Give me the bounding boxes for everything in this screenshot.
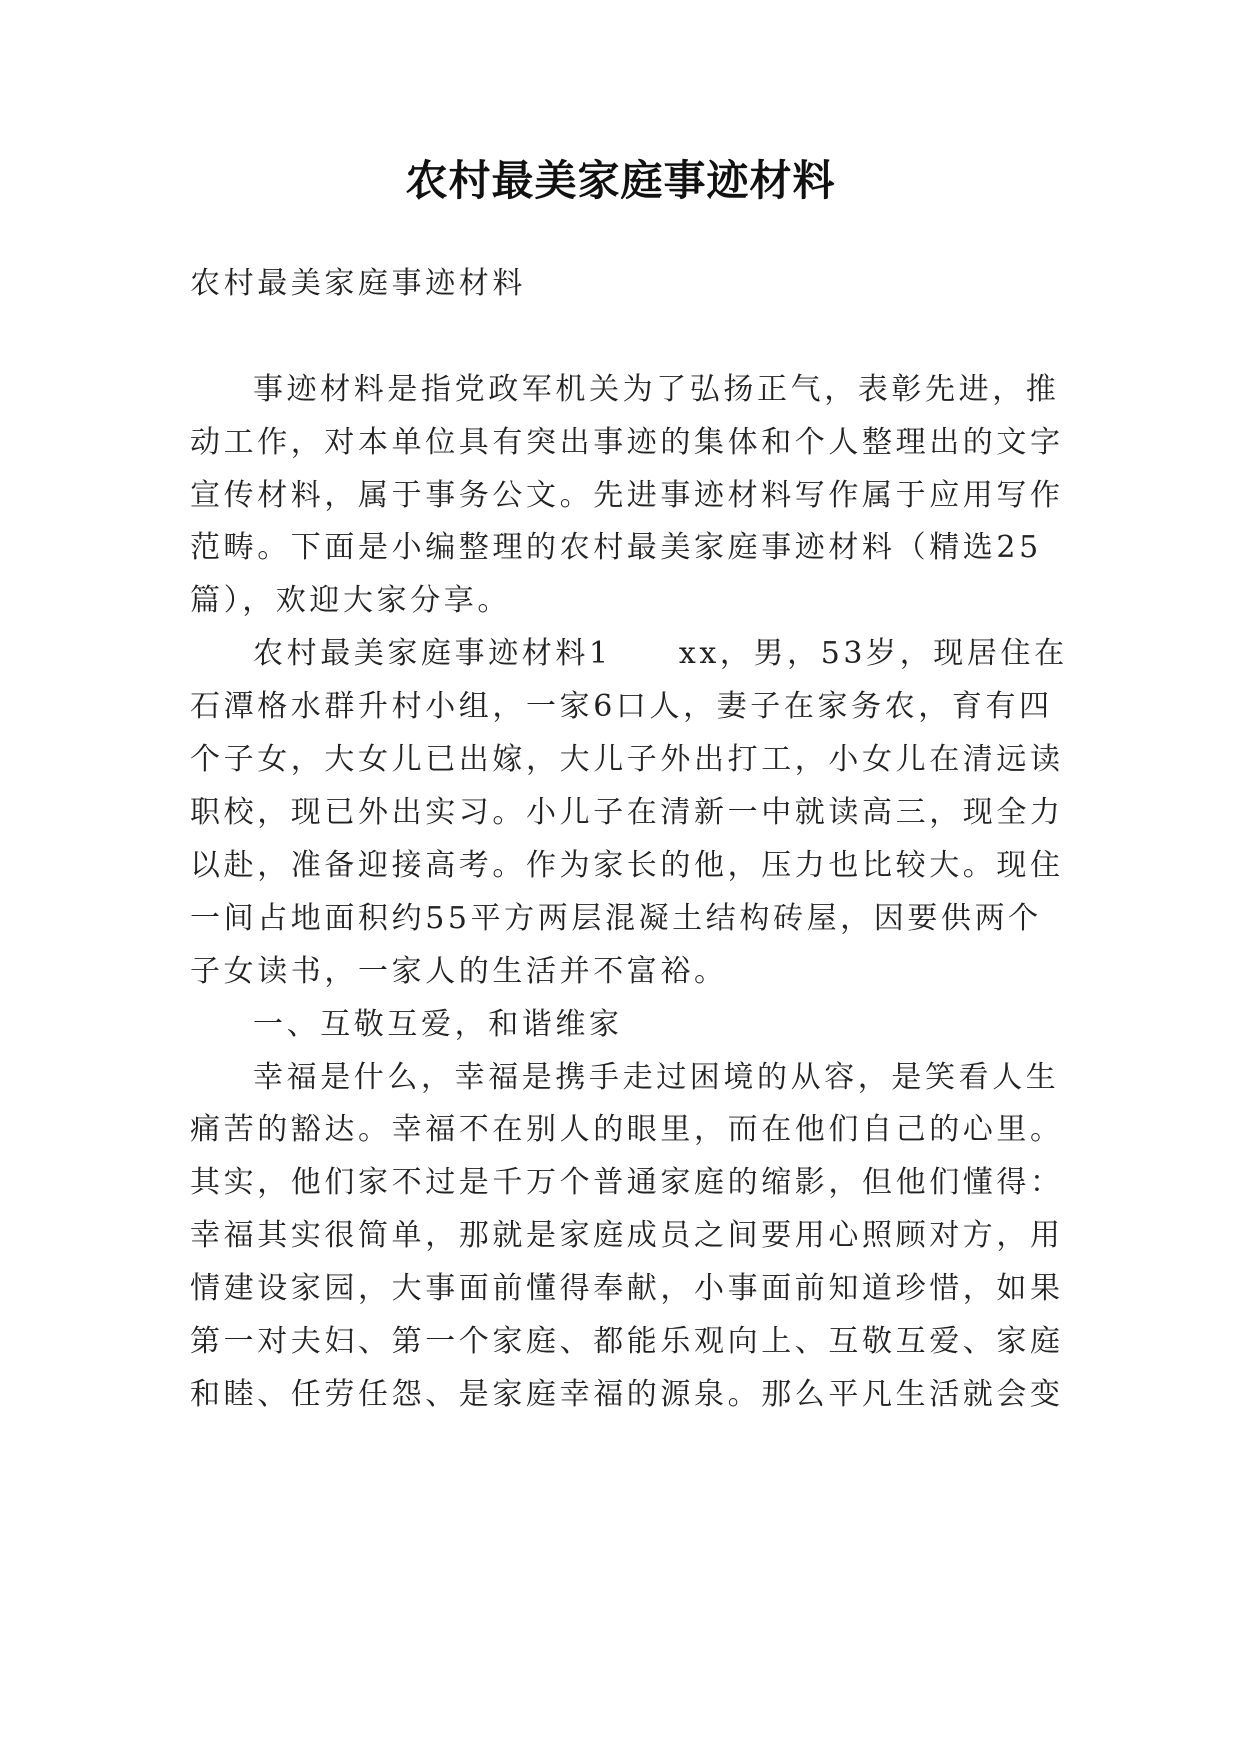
paragraph-line: 幸福是什么，幸福是携手走过困境的从容，是笑看人生: [253, 1060, 1060, 1095]
section-heading: 一、互敬互爱，和谐维家: [253, 1007, 623, 1042]
paragraph-line: 第一对夫妇、第一个家庭、都能乐观向上、互敬互爱、家庭: [190, 1324, 1064, 1359]
paragraph-line: 幸福其实很简单，那就是家庭成员之间要用心照顾对方，用: [190, 1218, 1064, 1253]
document-title: 农村最美家庭事迹材料: [405, 156, 836, 205]
paragraph-line: 事迹材料是指党政军机关为了弘扬正气，表彰先进，推: [253, 372, 1060, 407]
paragraph-line: 情建设家园，大事面前懂得奉献，小事面前知道珍惜，如果: [190, 1271, 1064, 1306]
document-subtitle: 农村最美家庭事迹材料: [190, 266, 526, 301]
paragraph-line: 痛苦的豁达。幸福不在别人的眼里，而在他们自己的心里。: [190, 1112, 1064, 1147]
paragraph-line: 和睦、任劳任怨、是家庭幸福的源泉。那么平凡生活就会变: [190, 1377, 1064, 1412]
paragraph-line: 一间占地面积约55平方两层混凝土结构砖屋，因要供两个: [190, 901, 1042, 936]
paragraph-line: 职校，现已外出实习。小儿子在清新一中就读高三，现全力: [190, 795, 1064, 830]
paragraph-line: 动工作，对本单位具有突出事迹的集体和个人整理出的文字: [190, 425, 1064, 460]
paragraph-line: 石潭格水群升村小组，一家6口人，妻子在家务农，育有四: [190, 689, 1053, 724]
paragraph-line: 宣传材料，属于事务公文。先进事迹材料写作属于应用写作: [190, 478, 1064, 513]
paragraph-line: 个子女，大女儿已出嫁，大儿子外出打工，小女儿在清远读: [190, 742, 1064, 777]
paragraph-line: 以赴，准备迎接高考。作为家长的他，压力也比较大。现住: [190, 848, 1064, 883]
paragraph-line: 范畴。下面是小编整理的农村最美家庭事迹材料（精选25: [190, 530, 1042, 565]
paragraph-line: 子女读书，一家人的生活并不富裕。: [190, 954, 728, 989]
paragraph-line: 篇），欢迎大家分享。: [190, 583, 511, 618]
paragraph-line: 农村最美家庭事迹材料1 xx，男，53岁，现居住在: [253, 636, 1068, 671]
paragraph-line: 其实，他们家不过是千万个普通家庭的缩影，但他们懂得：: [190, 1165, 1064, 1200]
